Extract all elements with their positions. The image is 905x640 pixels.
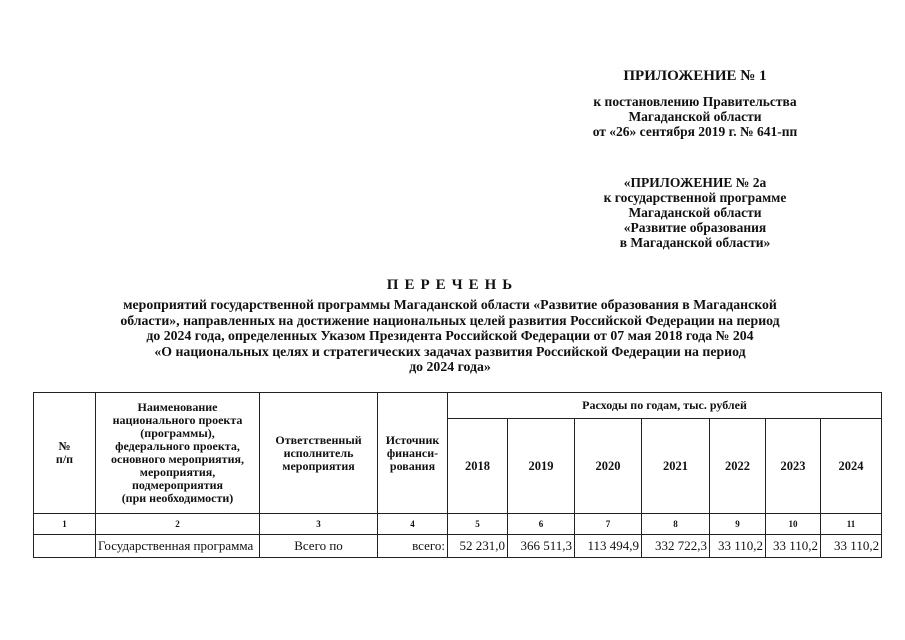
appendix-2-line: «Развитие образования — [623, 220, 767, 235]
header-executor-line: мероприятия — [282, 458, 355, 473]
header-executor — [260, 393, 378, 514]
header-executor-line: исполнитель — [283, 445, 354, 460]
column-number: 9 — [710, 514, 766, 535]
column-number: 2 — [96, 514, 260, 535]
header-source-line: рования — [389, 458, 436, 473]
row-value-2019: 366 511,3 — [508, 535, 575, 558]
appendix-2-block — [560, 175, 830, 250]
row-value-2024: 33 110,2 — [821, 535, 882, 558]
header-year: 2018 — [448, 419, 508, 514]
column-number: 1 — [34, 514, 96, 535]
header-year: 2023 — [766, 419, 821, 514]
row-source: всего: — [378, 535, 448, 558]
header-name-line: (программы), — [140, 426, 215, 440]
column-number-row — [34, 514, 882, 535]
column-number: 7 — [575, 514, 642, 535]
row-value-2023: 33 110,2 — [766, 535, 821, 558]
header-num-line: п/п — [55, 452, 74, 466]
header-name-line: подмероприятия — [131, 478, 224, 492]
column-number: 6 — [508, 514, 575, 535]
column-number: 3 — [260, 514, 378, 535]
header-source — [378, 393, 448, 514]
subtitle-line: до 2024 года» — [409, 359, 491, 375]
subtitle-line: «О национальных целях и стратегических задачах развития Российской Федерации на период — [154, 343, 746, 359]
appendix-2-line: в Магаданской области» — [619, 235, 771, 250]
table-header-row — [34, 393, 882, 419]
row-value-2020: 113 494,9 — [575, 535, 642, 558]
header-name-line: мероприятия, — [139, 465, 216, 479]
document-title: ПЕРЕЧЕНЬ — [386, 277, 519, 293]
column-number: 10 — [766, 514, 821, 535]
column-number: 11 — [821, 514, 882, 535]
row-executor: Всего по — [260, 535, 378, 558]
appendix-1-block — [560, 68, 830, 139]
header-name-line: основного мероприятия, — [111, 452, 244, 466]
row-value-2018: 52 231,0 — [448, 535, 508, 558]
header-year: 2022 — [710, 419, 766, 514]
header-name-line: федерального проекта, — [115, 439, 240, 453]
header-year: 2024 — [821, 419, 882, 514]
document-subtitle — [80, 297, 820, 375]
subtitle-line: области», направленных на достижение национальных целей развития Российской Федерации на период — [120, 312, 780, 328]
header-year: 2020 — [575, 419, 642, 514]
row-num — [34, 535, 96, 558]
appendix-1-line: от «26» сентября 2019 г. № 641-пп — [592, 124, 798, 139]
header-executor-line: Ответственный — [275, 432, 362, 447]
appendix-1-line: к постановлению Правительства — [593, 94, 797, 109]
appendix-1-title: ПРИЛОЖЕНИЕ № 1 — [623, 68, 767, 84]
header-year: 2019 — [508, 419, 575, 514]
header-name-line: Наименование — [137, 400, 218, 414]
header-name-line: (при необходимости) — [121, 491, 234, 505]
header-name — [96, 393, 260, 514]
subtitle-line: до 2024 года, определенных Указом Президента Российской Федерации от 07 мая 2018 года № 204 — [146, 328, 754, 344]
column-number: 4 — [378, 514, 448, 535]
subtitle-line: мероприятий государственной программы Магаданской области «Развитие образования в Магаданской — [123, 297, 777, 312]
table-row — [34, 535, 882, 558]
row-value-2022: 33 110,2 — [710, 535, 766, 558]
header-year: 2021 — [642, 419, 710, 514]
column-number: 5 — [448, 514, 508, 535]
column-number: 8 — [642, 514, 710, 535]
appendix-2-line: «ПРИЛОЖЕНИЕ № 2а — [623, 175, 767, 190]
header-source-line: Источник — [385, 432, 440, 447]
measures-table — [33, 392, 882, 558]
header-num-line: № — [58, 439, 71, 453]
appendix-2-line: Магаданской области — [628, 205, 762, 220]
header-source-line: финанси- — [386, 445, 439, 460]
row-name: Государственная программа — [96, 535, 260, 558]
header-expenses-group: Расходы по годам, тыс. рублей — [448, 393, 882, 419]
header-name-line: национального проекта — [112, 413, 243, 427]
appendix-1-line: Магаданской области — [628, 109, 762, 124]
header-num — [34, 393, 96, 514]
appendix-2-line: к государственной программе — [603, 190, 787, 205]
row-value-2021: 332 722,3 — [642, 535, 710, 558]
